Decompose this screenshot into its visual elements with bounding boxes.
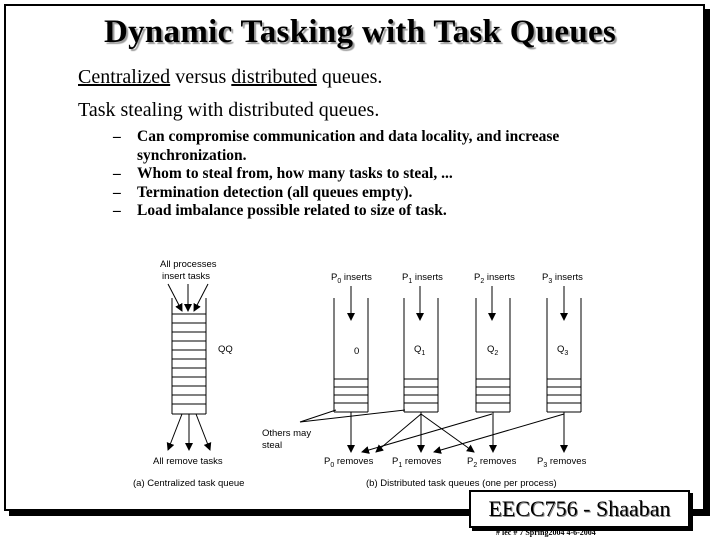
central-queue-label: QQ — [218, 344, 233, 355]
central-queue — [172, 298, 206, 414]
dash: – — [113, 128, 121, 145]
central-top-label-2: insert tasks — [162, 271, 211, 282]
queue-label-2: $Q_2$ — [487, 344, 499, 357]
bullet-text: synchronization. — [137, 146, 247, 164]
central-bottom-label: All remove tasks — [153, 456, 223, 467]
term-distributed: distributed — [231, 66, 317, 88]
remove-label-p3: $P_3$ removes — [537, 456, 587, 469]
bullet-text: Load imbalance possible related to size of task. — [137, 202, 447, 219]
bullet-text: Termination detection (all queues empty). — [137, 183, 413, 201]
dash: – — [113, 165, 121, 182]
remove-label-p2: $P_2$ removes — [467, 456, 517, 469]
central-insert-arrows — [168, 284, 208, 311]
remove-label-p0: $P_0$ removes — [324, 456, 374, 469]
dash: – — [113, 183, 121, 201]
point-task-stealing: Task stealing with distributed queues. — [78, 99, 380, 121]
bullet-text: Whom to steal from, how many tasks to steal, ... — [137, 165, 453, 182]
central-remove-arrows — [168, 414, 210, 450]
course-badge — [469, 490, 690, 528]
queue-label-1: $Q_1$ — [414, 344, 426, 357]
insert-labels — [331, 272, 583, 285]
insert-label-p3: $P_3$ inserts — [542, 272, 583, 285]
queue-2 — [476, 298, 510, 412]
distributed-queues — [334, 298, 581, 412]
steal-arrows — [300, 410, 564, 452]
remove-label-p1: $P_1$ removes — [392, 456, 442, 469]
queue-labels — [354, 344, 568, 357]
insert-label-p2: $P_2$ inserts — [474, 272, 515, 285]
term-centralized: Centralized — [78, 66, 171, 88]
steal-label-1: Others may — [262, 428, 312, 439]
central-caption: (a) Centralized task queue — [133, 478, 245, 489]
text-versus: versus — [170, 66, 232, 88]
text-queues: queues. — [316, 66, 383, 88]
queue-label-3: $Q_3$ — [557, 344, 569, 357]
queue-label-0: 0 — [354, 346, 360, 357]
slide-footer: # lec # 7 Spring2004 4-6-2004 — [496, 528, 596, 537]
course-badge-text: EECC756 - Shaaban — [488, 496, 671, 521]
insert-label-p1: $P_1$ inserts — [402, 272, 443, 285]
insert-label-p0: $P_0$ inserts — [331, 272, 372, 285]
insert-arrows — [351, 286, 564, 320]
slide-title: Dynamic Tasking with Task Queues — [103, 14, 617, 50]
distributed-caption: (b) Distributed task queues (one per process) — [366, 478, 557, 489]
dash: – — [113, 202, 121, 219]
central-top-label-1: All processes — [160, 259, 217, 270]
steal-label-2: steal — [262, 440, 283, 451]
remove-labels — [324, 456, 587, 469]
bullet-text: Can compromise communication and data locality, and increase — [137, 128, 560, 145]
